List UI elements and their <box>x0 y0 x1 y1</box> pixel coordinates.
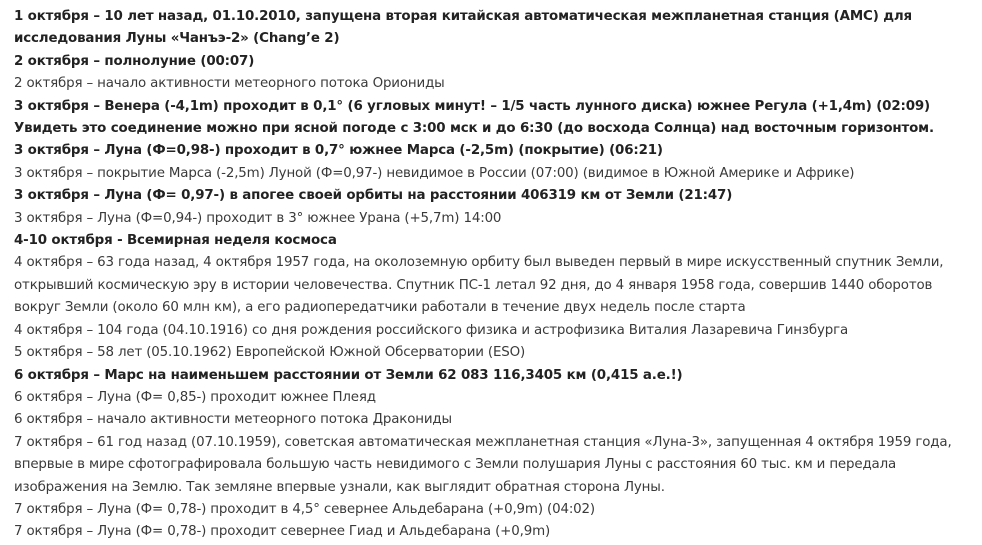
event-item: 4-10 октября - Всемирная неделя космоса <box>14 233 337 249</box>
event-item: 5 октября – 58 лет (05.10.1962) Европейской Южной Обсерватории (ESO) <box>14 345 526 361</box>
event-item: 4 октября – 104 года (04.10.1916) со дня рождения российского физика и астрофизика Виталия Лазаревича Гинзбурга <box>14 322 849 338</box>
event-item: 7 октября – Луна (Ф= 0,78-) проходит в 4,5° севернее Альдебарана (+0,9m) (04:02) <box>14 501 595 517</box>
event-item: 3 октября – Луна (Ф=0,94-) проходит в 3° южнее Урана (+5,7m) 14:00 <box>14 210 502 226</box>
event-item: 3 октября – Венера (-4,1m) проходит в 0,1° (6 угловых минут! – 1/5 часть лунного диска) южнее Регула (+1,4m) (02:09) Увидеть это соединение можно при ясной погоде с 3:00 мск и до 6:30 (до восхода Солнца) над восточным горизонтом. <box>14 98 934 137</box>
event-item: 6 октября – Луна (Ф= 0,85-) проходит южнее Плеяд <box>14 389 376 405</box>
event-item: 3 октября – Луна (Ф= 0,97-) в апогее своей орбиты на расстоянии 406319 км от Земли (21:47) <box>14 188 733 204</box>
event-item: 7 октября – 61 год назад (07.10.1959), советская автоматическая межпланетная станция «Луна-3», запущенная 4 октября 1959 года, впервые в мире сфотографировала большую часть невидимого с Земли полушария Луны с расстояния 60 тыс. км и передала изображения на Землю. Так земляне впервые узнали, как выглядит обратная сторона Луны. <box>14 434 952 495</box>
event-item: 1 октября – 10 лет назад, 01.10.2010, запущена вторая китайская автоматическая межпланетная станция (АМС) для исследования Луны «Чанъэ-2» (Chang’e 2) <box>14 9 912 47</box>
event-list <box>14 6 976 544</box>
event-item: 3 октября – Луна (Ф=0,98-) проходит в 0,7° южнее Марса (-2,5m) (покрытие) (06:21) <box>14 143 663 159</box>
event-item: 7 октября – Луна (Ф= 0,78-) проходит севернее Гиад и Альдебарана (+0,9m) <box>14 524 551 540</box>
event-item: 3 октября – покрытие Марса (-2,5m) Луной (Ф=0,97-) невидимое в России (07:00) (видимое в Южной Америке и Африке) <box>14 165 855 181</box>
event-item: 2 октября – начало активности метеорного потока Ориониды <box>14 76 445 92</box>
event-item: 6 октября – начало активности метеорного потока Дракониды <box>14 412 452 428</box>
event-item: 4 октября – 63 года назад, 4 октября 1957 года, на околоземную орбиту был выведен первый в мире искусственный спутник Земли, открывший космическую эру в истории человечества. Спутник ПС-1 летал 92 дня, до 4 января 1958 года, совершив 1440 оборотов вокруг Земли (около 60 млн км), а его радиопередатчики работали в течение двух недель после старта <box>14 255 944 316</box>
event-item: 6 октября – Марс на наименьшем расстоянии от Земли 62 083 116,3405 км (0,415 а.е.!) <box>14 367 683 383</box>
event-item: 2 октября – полнолуние (00:07) <box>14 53 255 69</box>
